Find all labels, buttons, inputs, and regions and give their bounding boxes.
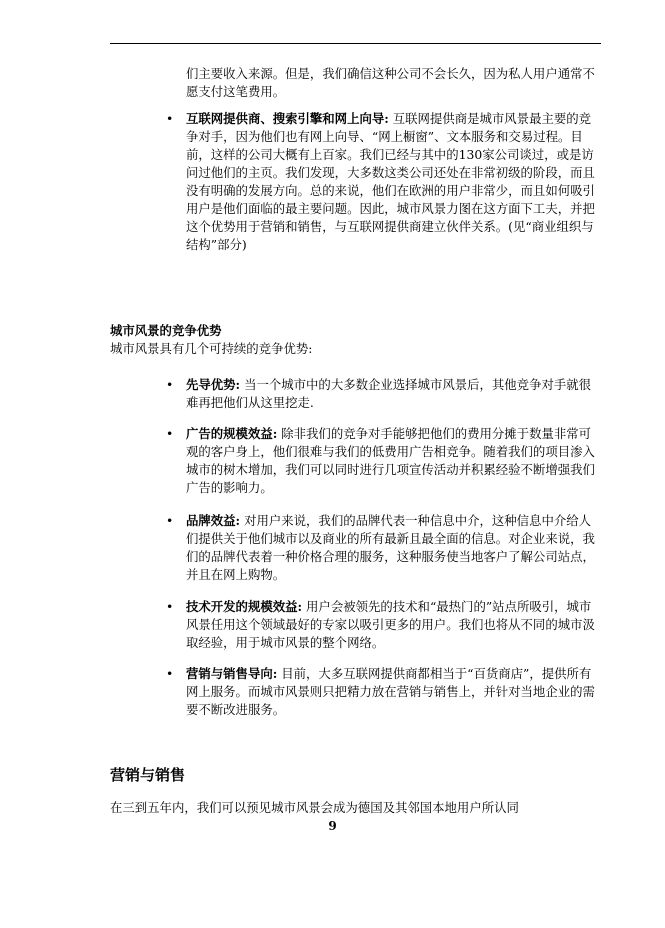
bullet-text: 用户会被领先的技术和“最热门的”站点所吸引，城市风景任用这个领域最好的专家以吸引更多的用户。我们也将从不同的城市汲取经验，用于城市风景的整个网络。 xyxy=(186,599,595,650)
bullet-body xyxy=(186,598,600,652)
bullet-icon: • xyxy=(166,426,174,441)
bullet-first-mover xyxy=(160,376,600,412)
bullet-title: 广告的规模效益: xyxy=(186,426,278,441)
bullet-title: 互联网提供商、搜索引擎和网上向导: xyxy=(186,111,389,126)
bullet-icon: • xyxy=(166,111,174,126)
bullet-text: 对用户来说，我们的品牌代表一种信息中介，这种信息中介给人们提供关于他们城市以及商业的所有最新且最全面的信息。对企业来说，我们的品牌代表着一种价格合理的服务，这种服务使当地客户了解公司站点，并且在网上购物。 xyxy=(186,513,595,582)
bullet-body xyxy=(186,376,600,412)
page-number: 9 xyxy=(328,819,337,833)
section-heading-marketing: 营销与销售 xyxy=(110,766,186,784)
bullet-title: 营销与销售导向: xyxy=(186,666,278,681)
bullet-competitors xyxy=(160,110,600,254)
bullet-title: 技术开发的规模效益: xyxy=(186,599,303,614)
bullet-icon: • xyxy=(166,666,174,681)
bullet-title: 品牌效益: xyxy=(186,513,241,528)
section-text-marketing: 在三到五年内，我们可以预见城市风景会成为德国及其邻国本地用户所认同 xyxy=(110,800,519,815)
intro-continuation: 们主要收入来源。但是，我们确信这种公司不会长久，因为私人用户通常不愿支付这笔费用。 xyxy=(186,66,595,99)
bullet-text: 除非我们的竞争对手能够把他们的费用分摊于数量非常可观的客户身上，他们很难与我们的低费用广告相竞争。随着我们的项目渗入城市的树木增加，我们可以同时进行几项宣传活动并积累经验不断增强我们广告的影响力。 xyxy=(186,426,595,495)
bullet-body xyxy=(186,665,600,719)
bullet-marketing-orientation xyxy=(160,665,600,719)
bullet-brand xyxy=(160,512,600,584)
bullet-tech-scale xyxy=(160,598,600,652)
bullet-title: 先导优势: xyxy=(186,377,241,392)
bullet-body xyxy=(186,110,600,254)
header-rule xyxy=(110,43,601,44)
section-intro-advantages: 城市风景具有几个可持续的竞争优势: xyxy=(110,341,313,356)
bullet-icon: • xyxy=(166,599,174,614)
section-heading-advantages: 城市风景的竞争优势 xyxy=(110,323,222,338)
bullet-text: 目前，大多互联网提供商都相当于“百货商店”，提供所有网上服务。而城市风景则只把精力放在营销与销售上，并针对当地企业的需要不断改进服务。 xyxy=(186,666,595,717)
bullet-text: 互联网提供商是城市风景最主要的竞争对手，因为他们也有网上向导、“网上橱窗”、文本服务和交易过程。目前，这样的公司大概有上百家。我们已经与其中的130家公司谈过，或是访问过他们的主页。我们发现，大多数这类公司还处在非常初级的阶段，而且没有明确的发展方向。总的来说，他们在欧洲的用户非常少，而且如何吸引用户是他们面临的最主要问题。因此，城市风景力图在这方面下工夫，并把这个优势用于营销和销售，与互联网提供商建立伙伴关系。(见“商业组织与结构”部分) xyxy=(186,111,595,252)
bullet-body xyxy=(186,512,600,584)
bullet-text: 当一个城市中的大多数企业选择城市风景后，其他竞争对手就很难再把他们从这里挖走. xyxy=(186,377,592,410)
bullet-icon: • xyxy=(166,513,174,528)
bullet-ad-scale xyxy=(160,425,600,497)
bullet-icon: • xyxy=(166,377,174,392)
bullet-body xyxy=(186,425,600,497)
